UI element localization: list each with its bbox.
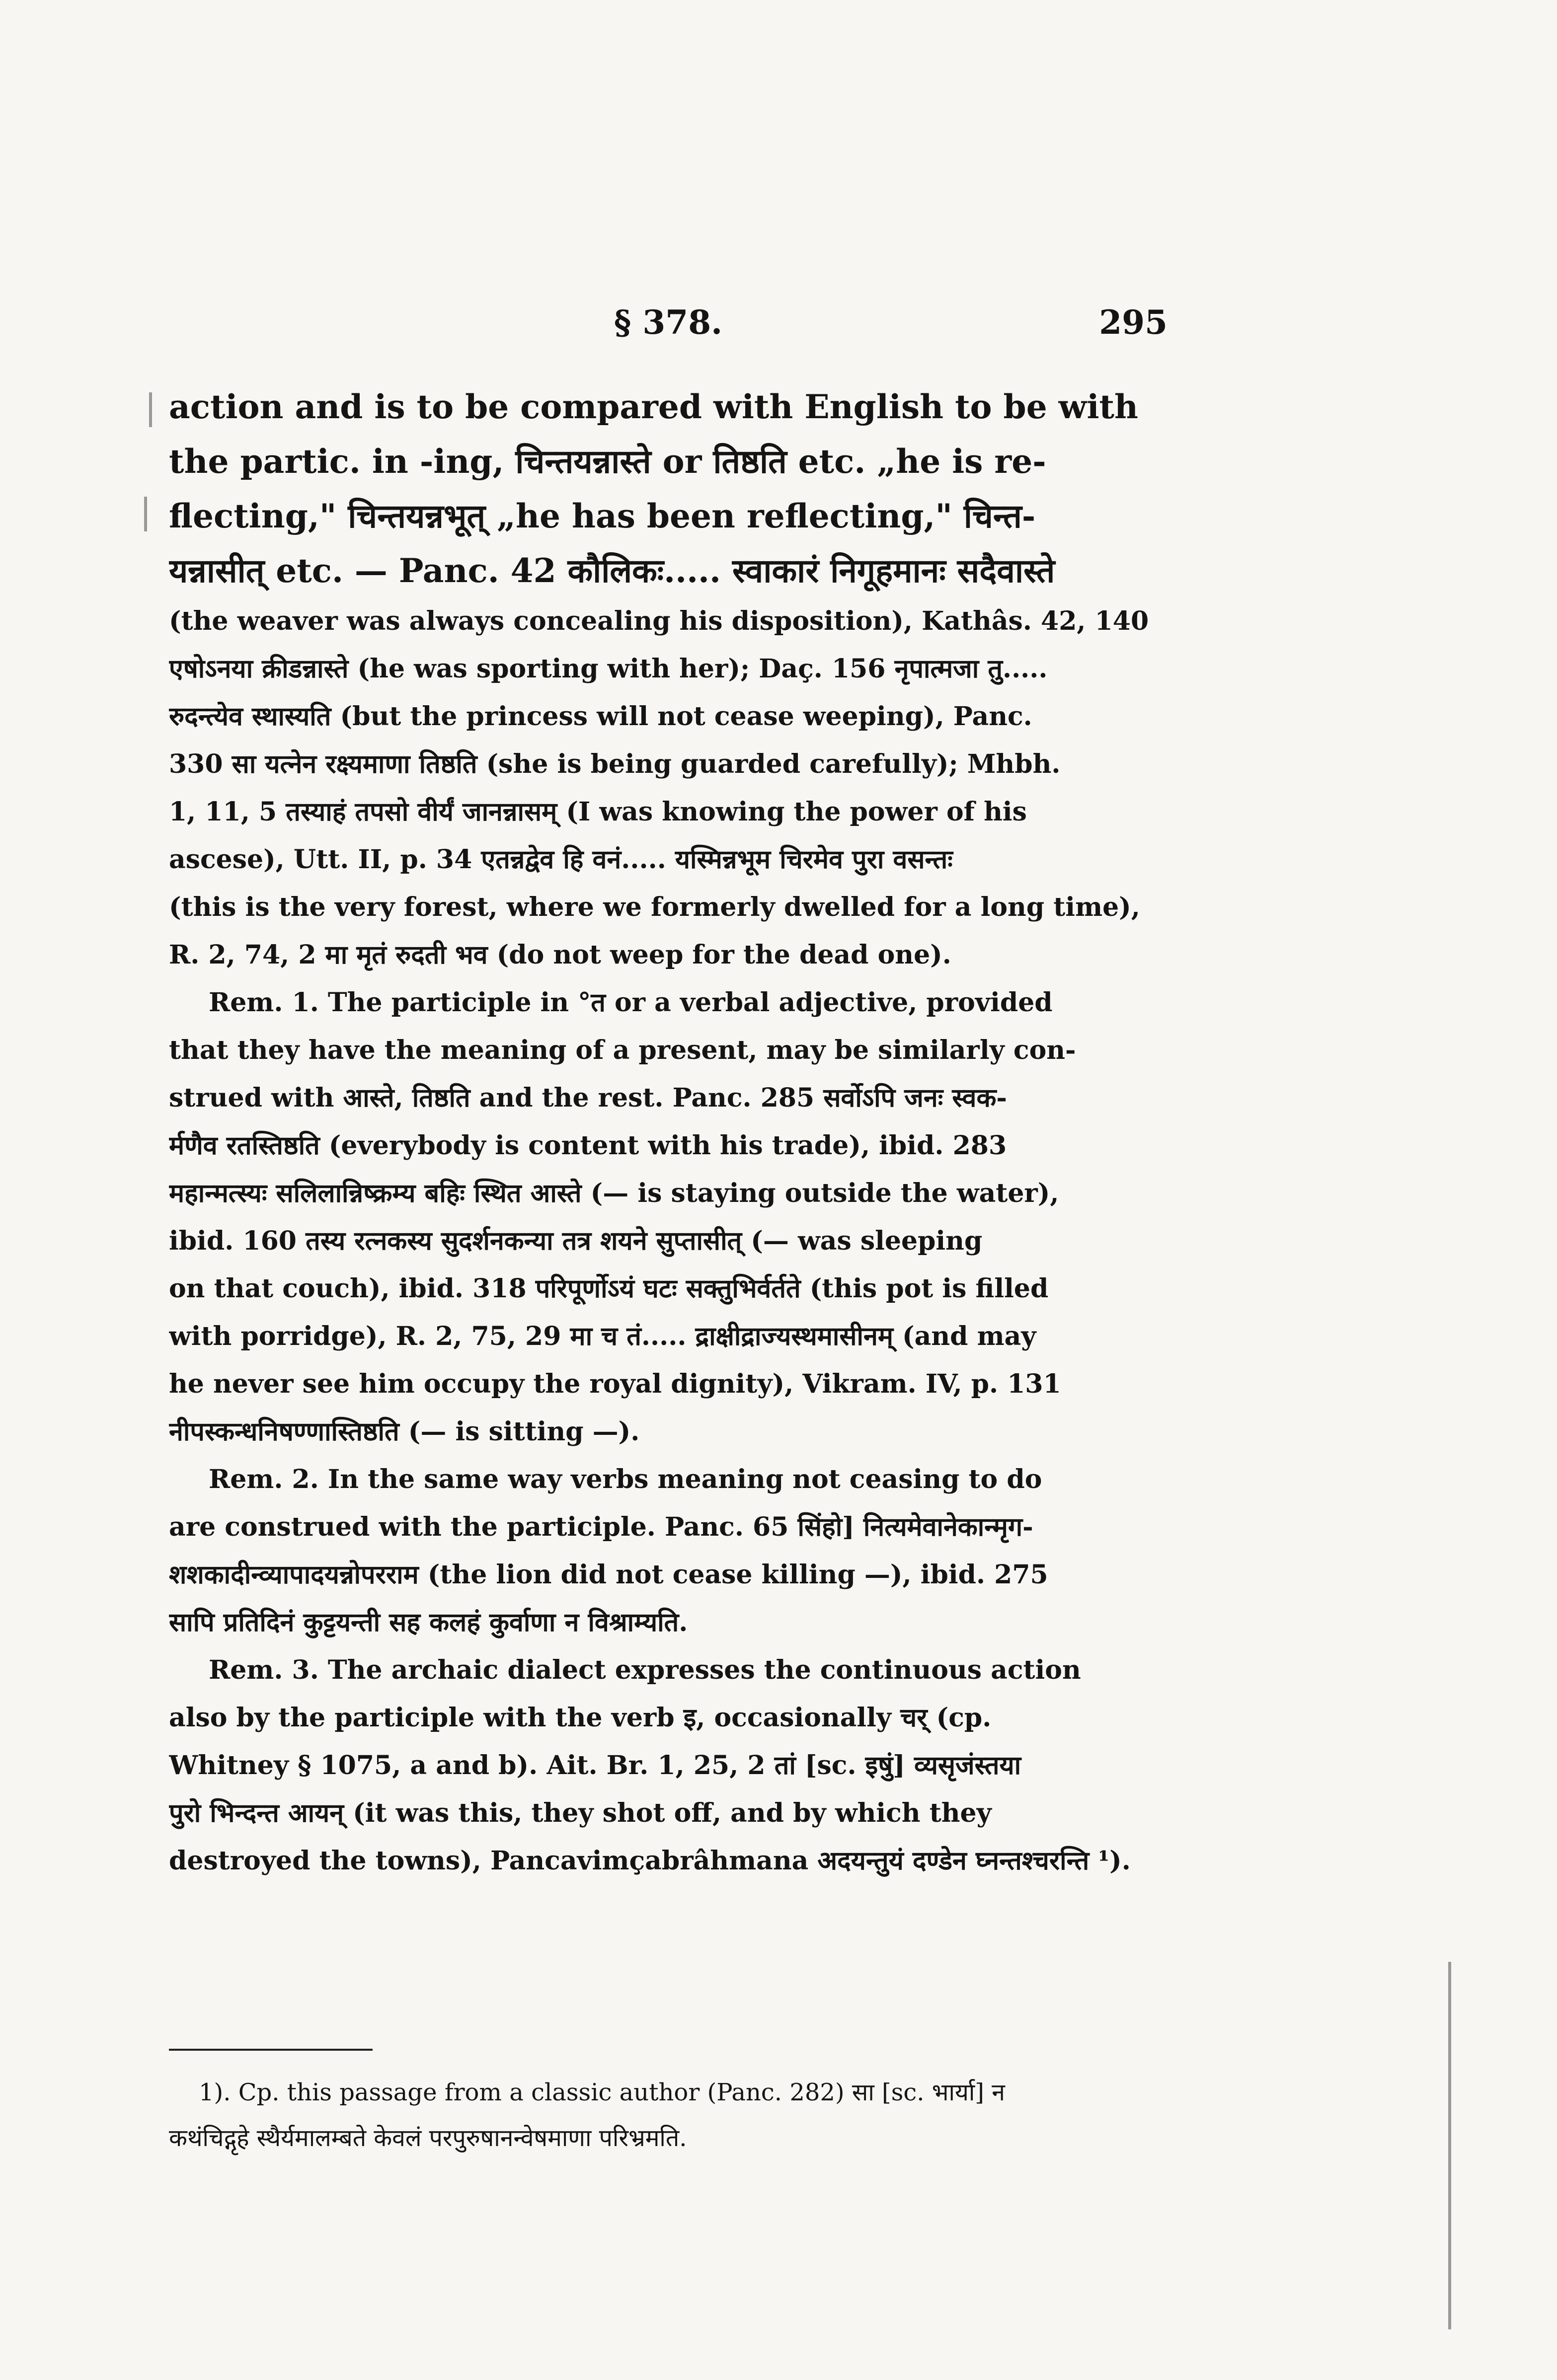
remark-line: Rem. 1. The participle in °त or a verbal adjective, provided [209, 987, 1053, 1018]
text-line: 330 सा यत्नेन रक्ष्यमाणा तिष्ठति (she is being guarded carefully); Mhbh. [169, 749, 1061, 779]
text-line: एषोऽनया क्रीडन्नास्ते (he was sporting with her); Daç. 156 नृपात्मजा तु..... [169, 654, 1048, 684]
remark-line: Rem. 3. The archaic dialect expresses the continuous action [209, 1655, 1081, 1685]
section-number: § 378. [614, 303, 723, 342]
footnote-line: 1). Cp. this passage from a classic author (Panc. 282) सा [sc. भार्या] न [199, 2079, 1005, 2106]
text-line: सापि प्रतिदिनं कुट्टयन्ती सह कलहं कुर्वाणा न विश्राम्यति. [169, 1607, 688, 1637]
text-line: शशकादीन्व्यापादयन्नोपरराम (the lion did not cease killing —), ibid. 275 [169, 1560, 1048, 1590]
text-line: the partic. in -ing, चिन्तयन्नास्ते or तिष्ठति etc. „he is re- [169, 442, 1046, 481]
text-line: are construed with the participle. Panc. 65 सिंहो] नित्यमेवानेकान्मृग- [169, 1512, 1033, 1542]
text-line: also by the participle with the verb इ, occasionally चर् (cp. [169, 1703, 992, 1733]
text-line: on that couch), ibid. 318 परिपूर्णोऽयं घटः सक्तुभिर्वर्तते (this pot is filled [169, 1273, 1049, 1304]
text-line: महान्मत्स्यः सलिलान्निष्क्रम्य बहिः स्थित आस्ते (— is staying outside the water), [169, 1178, 1059, 1208]
text-line: ascese), Utt. II, p. 34 एतन्नद्वेव हि वनं..... यस्मिन्नभूम चिरमेव पुरा वसन्तः [169, 844, 953, 875]
text-line: यन्नासीत् etc. — Panc. 42 कौलिकः..... स्वाकारं निगूहमानः सदैवास्ते [169, 551, 1055, 590]
text-line: (the weaver was always concealing his disposition), Kathâs. 42, 140 [169, 606, 1149, 636]
text-line: action and is to be compared with English to be with [169, 387, 1139, 426]
text-line: flecting," चिन्तयन्नभूत् „he has been reflecting," चिन्त- [169, 497, 1036, 535]
body-text [169, 387, 1168, 1893]
text-line: रुदन्त्येव स्थास्यति (but the princess will not cease weeping), Panc. [169, 701, 1032, 732]
footnote-rule [169, 2049, 373, 2051]
footnote-line: कथंचिद्गृहे स्थैर्यमालम्बते केवलं परपुरुषानन्वेषमाणा परिभ्रमति. [169, 2124, 687, 2152]
footnotes [169, 2079, 1168, 2170]
text-line: ibid. 160 तस्य रत्नकस्य सुदर्शनकन्या तत्र शयने सुप्तासीत् (— was sleeping [169, 1226, 983, 1256]
text-line: that they have the meaning of a present, may be similarly con- [169, 1035, 1076, 1065]
margin-mark [1448, 1962, 1451, 2329]
page-number: 295 [1099, 303, 1168, 342]
text-line: (this is the very forest, where we formerly dwelled for a long time), [169, 892, 1140, 922]
margin-mark [144, 497, 147, 531]
remark-line: Rem. 2. In the same way verbs meaning not ceasing to do [209, 1464, 1042, 1494]
text-line: strued with आस्ते, तिष्ठति and the rest. Panc. 285 सर्वोऽपि जनः स्वक- [169, 1083, 1007, 1113]
text-line: with porridge), R. 2, 75, 29 मा च तं..... द्राक्षीद्राज्यस्थमासीनम् (and may [169, 1321, 1036, 1351]
margin-mark [149, 392, 152, 427]
text-line: he never see him occupy the royal dignity), Vikram. IV, p. 131 [169, 1369, 1061, 1399]
text-line: Whitney § 1075, a and b). Ait. Br. 1, 25, 2 तां [sc. इषुं] व्यसृजंस्तया [169, 1750, 1021, 1781]
text-line: र्मणैव रतस्तिष्ठति (everybody is content with his trade), ibid. 283 [169, 1130, 1007, 1161]
page-header [169, 303, 1168, 358]
text-line: पुरो भिन्दन्त आयन् (it was this, they shot off, and by which they [169, 1798, 992, 1828]
text-line: 1, 11, 5 तस्याहं तपसो वीर्यं जानन्नासम् (I was knowing the power of his [169, 797, 1027, 827]
text-line: नीपस्कन्धनिषण्णास्तिष्ठति (— is sitting —). [169, 1416, 640, 1447]
text-line: destroyed the towns), Pancavimçabrâhmana अदयन्तुयं दण्डेन घ्नन्तश्चरन्ति ¹). [169, 1846, 1131, 1876]
text-line: R. 2, 74, 2 मा मृतं रुदती भव (do not weep for the dead one). [169, 940, 951, 970]
